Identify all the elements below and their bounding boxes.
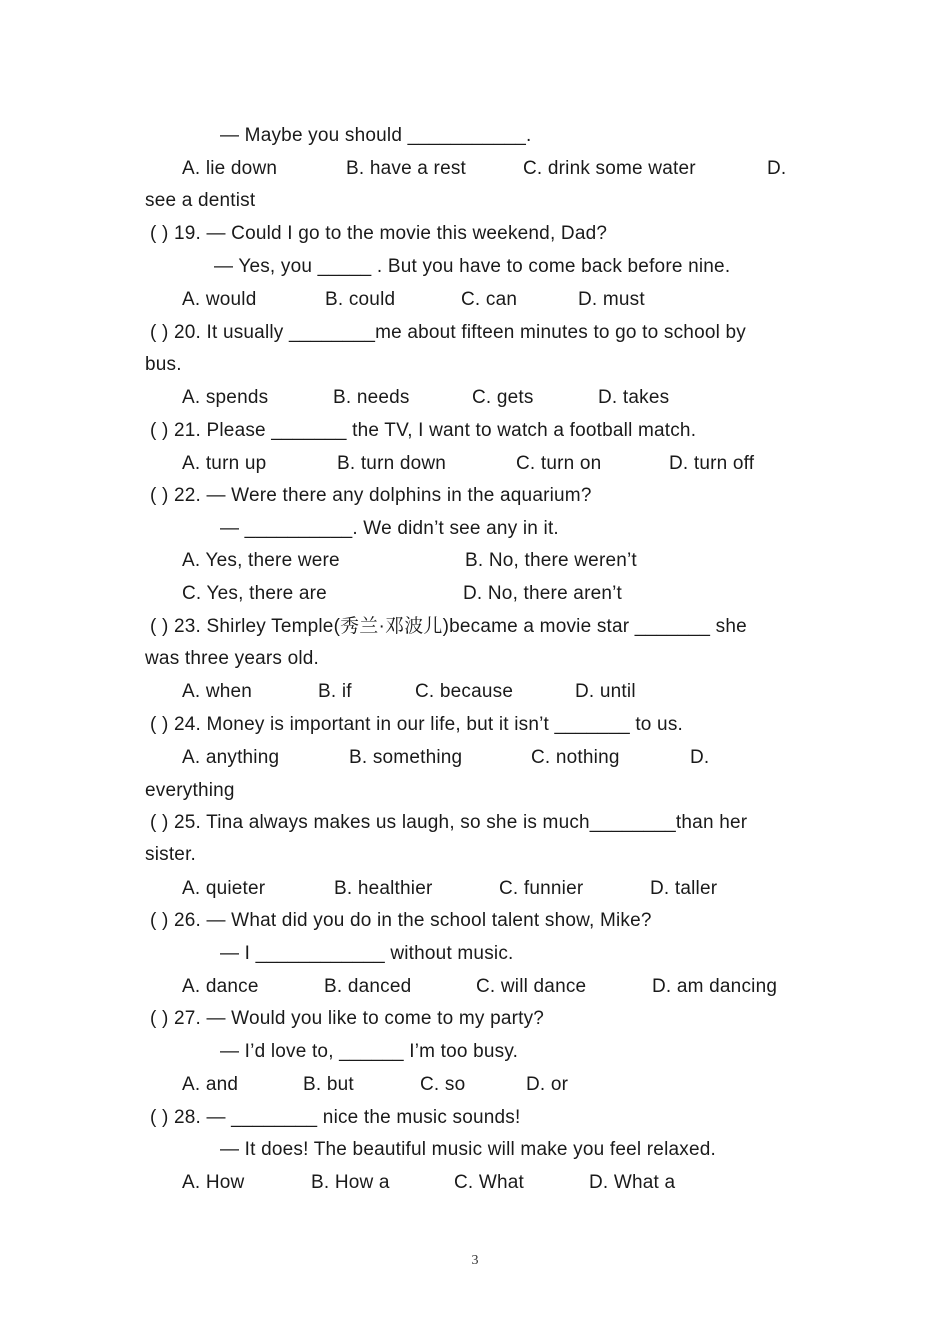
option-a: A. turn up xyxy=(182,453,267,474)
option-d: D. xyxy=(767,158,787,179)
option-a: A. would xyxy=(182,289,257,310)
option-c: C. nothing xyxy=(531,747,620,768)
question-23: ( ) 23. Shirley Temple(秀兰·邓波儿)became a movie star _______ she xyxy=(150,616,747,637)
option-a: A. Yes, there were xyxy=(182,550,340,571)
option-b: B. have a rest xyxy=(346,158,467,179)
page-number: 3 xyxy=(471,1253,479,1268)
option-c: C. so xyxy=(420,1074,466,1095)
option-d: D. xyxy=(690,747,710,768)
option-b: B. could xyxy=(325,289,396,310)
option-d: D. am dancing xyxy=(652,976,778,997)
option-c: C. Yes, there are xyxy=(182,583,327,604)
option-d: D. takes xyxy=(598,387,670,408)
option-a: A. spends xyxy=(182,387,269,408)
option-c: C. because xyxy=(415,681,514,702)
option-b: B. turn down xyxy=(337,453,447,474)
option-b: B. healthier xyxy=(334,878,433,899)
question-20: ( ) 20. It usually ________me about fifteen minutes to go to school by xyxy=(150,322,746,343)
option-d-continued: everything xyxy=(145,780,235,801)
answer-line: — I’d love to, ______ I’m too busy. xyxy=(220,1041,519,1062)
answer-line: — It does! The beautiful music will make you feel relaxed. xyxy=(220,1139,716,1160)
answer-line: — I ____________ without music. xyxy=(220,943,514,964)
question-27: ( ) 27. — Would you like to come to my party? xyxy=(150,1008,545,1029)
option-a: A. anything xyxy=(182,747,280,768)
option-c: C. gets xyxy=(472,387,534,408)
answer-line: — __________. We didn’t see any in it. xyxy=(220,518,559,539)
option-b: B. something xyxy=(349,747,463,768)
question-28: ( ) 28. — ________ nice the music sounds! xyxy=(150,1107,521,1128)
question-24: ( ) 24. Money is important in our life, but it isn’t _______ to us. xyxy=(150,714,683,735)
option-d: D. until xyxy=(575,681,636,702)
option-a: A. How xyxy=(182,1172,245,1193)
option-a: A. and xyxy=(182,1074,239,1095)
option-c: C. will dance xyxy=(476,976,587,997)
question-22: ( ) 22. — Were there any dolphins in the aquarium? xyxy=(150,485,592,506)
option-c: C. can xyxy=(461,289,518,310)
question-19: ( ) 19. — Could I go to the movie this weekend, Dad? xyxy=(150,223,608,244)
question-21: ( ) 21. Please _______ the TV, I want to watch a football match. xyxy=(150,420,697,441)
option-b: B. No, there weren’t xyxy=(465,550,637,571)
question-23-continued: was three years old. xyxy=(145,648,320,669)
option-d: D. No, there aren’t xyxy=(463,583,623,604)
option-a: A. lie down xyxy=(182,158,278,179)
option-a: A. dance xyxy=(182,976,259,997)
option-d: D. taller xyxy=(650,878,718,899)
option-d-continued: see a dentist xyxy=(145,190,256,211)
question-25: ( ) 25. Tina always makes us laugh, so she is much________than her xyxy=(150,812,748,833)
option-d: D. or xyxy=(526,1074,569,1095)
option-b: B. needs xyxy=(333,387,410,408)
option-c: C. funnier xyxy=(499,878,584,899)
option-b: B. if xyxy=(318,681,352,702)
option-b: B. but xyxy=(303,1074,354,1095)
question-20-continued: bus. xyxy=(145,354,182,375)
option-d: D. must xyxy=(578,289,645,310)
option-b: B. How a xyxy=(311,1172,390,1193)
question-25-continued: sister. xyxy=(145,844,197,865)
answer-line: — Yes, you _____ . But you have to come back before nine. xyxy=(214,256,731,277)
option-c: C. turn on xyxy=(516,453,602,474)
option-a: A. quieter xyxy=(182,878,266,899)
option-c: C. drink some water xyxy=(523,158,696,179)
option-a: A. when xyxy=(182,681,253,702)
option-d: D. What a xyxy=(589,1172,676,1193)
question-26: ( ) 26. — What did you do in the school talent show, Mike? xyxy=(150,910,652,931)
option-b: B. danced xyxy=(324,976,412,997)
option-c: C. What xyxy=(454,1172,525,1193)
answer-line: — Maybe you should ___________. xyxy=(220,125,532,146)
option-d: D. turn off xyxy=(669,453,755,474)
